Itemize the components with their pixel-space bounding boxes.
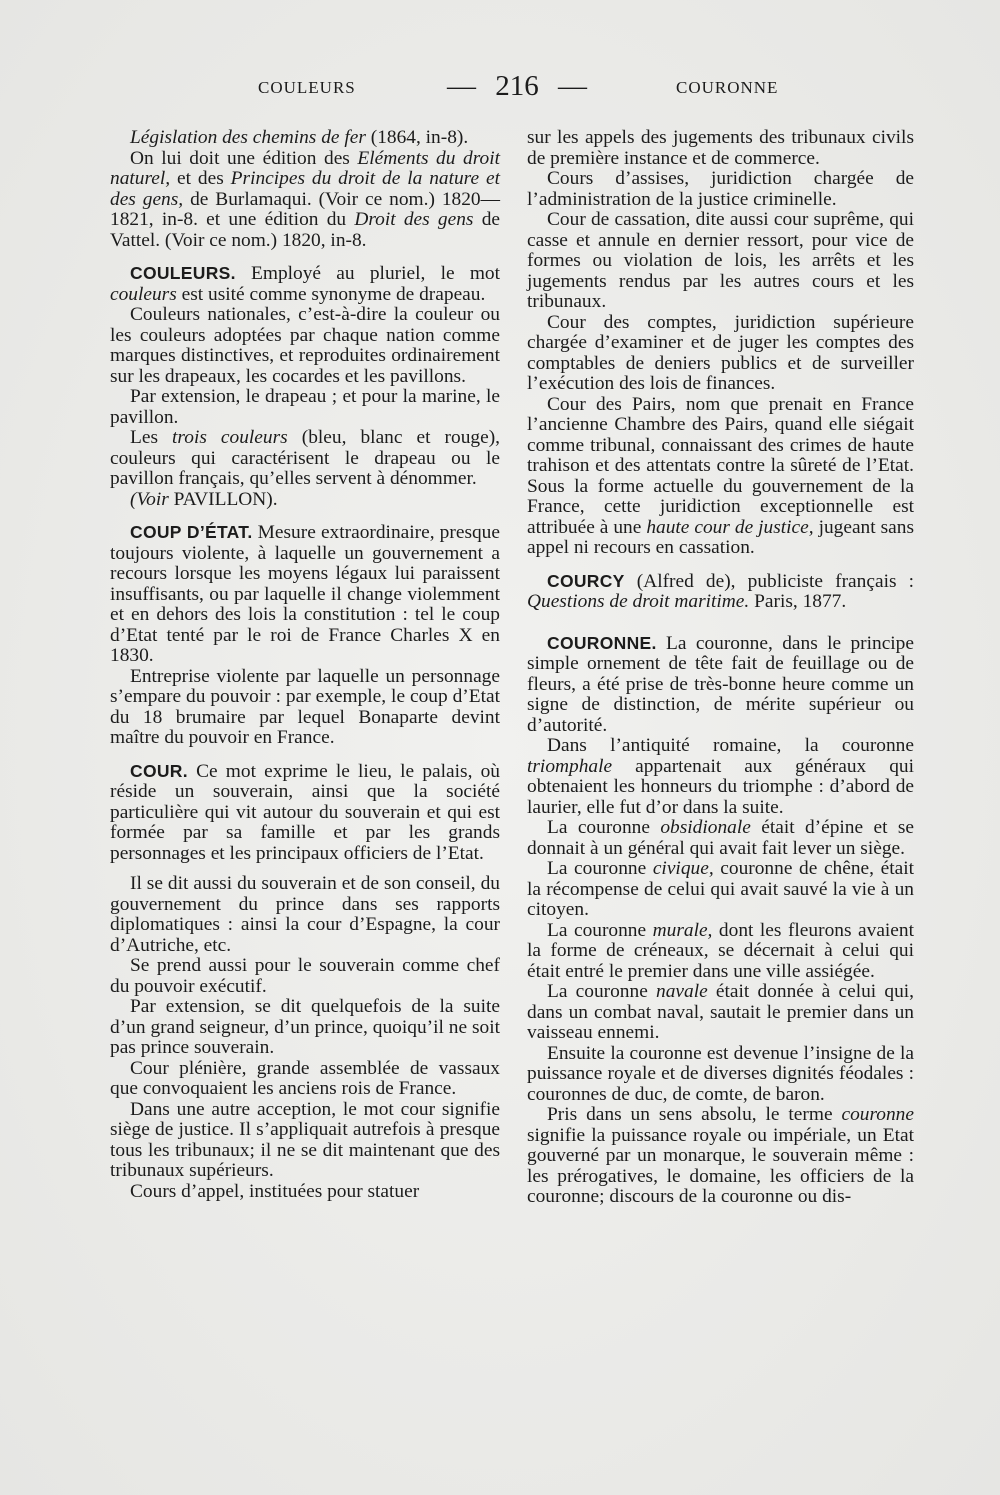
text-run: Entreprise violente par laquelle un personnage s’empare du pouvoir : par exemple, le coup d’Etat du 18 brumaire par lequel Bonaparte devint maître du pouvoir en France. — [110, 665, 500, 748]
text-run: Dans une autre acception, le mot cour signifie siège de justice. Il s’appliquait autrefois à presque tous les tribunaux; il ne se dit maintenant que des tribunaux supérieurs. — [110, 1098, 500, 1181]
text-run: On lui doit une édition des — [130, 147, 358, 169]
italic-text: haute cour de justice, — [646, 516, 814, 538]
text-run: était donnée à celui qui, dans un combat naval, sautait le premier dans un vaisseau ennemi. — [527, 981, 915, 1043]
italic-text: obsidionale — [660, 817, 751, 838]
paragraph — [110, 997, 500, 1059]
text-run: et des — [170, 168, 231, 189]
paragraph — [527, 128, 914, 169]
dictionary-entry — [110, 761, 500, 865]
text-run: (1864, in-8). — [365, 127, 469, 148]
header-right-word: COURONNE — [676, 78, 779, 97]
text-run: Ensuite la couronne est devenue l’insigne de la puissance royale et de diverses dignités féodales : couronnes de duc, de comte, de baron. — [527, 1042, 914, 1105]
text-run: PAVILLON). — [168, 488, 278, 510]
paragraph — [110, 490, 500, 511]
paragraph — [110, 128, 500, 149]
text-run: Dans l’antiquité romaine, la couronne — [547, 735, 914, 756]
paragraph — [527, 921, 914, 983]
paragraph — [110, 1182, 500, 1203]
italic-text: triomphale — [527, 755, 613, 777]
text-run: était d’épine et se donnait à un général qui avait fait lever un siège. — [527, 817, 914, 859]
italic-text: Eléments du droit naturel, — [110, 147, 501, 189]
text-run: dont les fleurons avaient la forme de créneaux, se décernait à celui qui était entré le premier dans une ville assiégée. — [527, 919, 914, 982]
text-run: Il se dit aussi du souverain et de son conseil, du gouvernement du prince dans ses rapports diplomatiques : ainsi la cour d’Espagne, la cour d’Autriche, etc. — [110, 873, 500, 956]
text-run: Se prend aussi pour le souverain comme chef du pouvoir exécutif. — [110, 955, 500, 997]
left-column — [110, 128, 500, 1202]
italic-text: Législation des chemins de fer — [130, 127, 366, 148]
text-run: jugeant sans appel ni recours en cassation. — [527, 516, 914, 558]
entry-headword: COULEURS. — [130, 263, 236, 283]
text-run: (Alfred de), publiciste français : — [624, 570, 914, 592]
text-run: Mesure extraordinaire, presque toujours violente, à laquelle un gouvernement a recours lorsque les moyens légaux lui paraissent insuffisants, ou par laquelle il change violemment et en dehors des lois la constitution : tel le coup d’Etat tenté par le roi de France Charles X en 1830. — [110, 522, 500, 666]
text-run: de Burlamaqui. (Voir ce nom.) 1820—1821, in-8. et une édition du — [110, 188, 500, 230]
right-column — [527, 128, 914, 1208]
text-run: La couronne — [547, 858, 653, 879]
text-run: La couronne — [547, 919, 653, 941]
paragraph — [110, 428, 500, 490]
text-run: de Vattel. (Voir ce nom.) 1820, in-8. — [110, 209, 500, 251]
dictionary-entry — [110, 522, 500, 667]
header-left-word: COULEURS — [258, 78, 356, 97]
italic-text: navale — [656, 981, 708, 1002]
text-run: Cours d’appel, instituées pour statuer — [130, 1180, 420, 1202]
page-number: — 216 — — [447, 70, 587, 102]
italic-text: couleurs — [110, 283, 177, 305]
text-run: couronne de chêne, était la récompense de celui qui avait sauvé la vie à un citoyen. — [527, 858, 914, 920]
text-run: La couronne, dans le principe simple ornement de tête fait de feuillage ou de fleurs, a été prise de très-bonne heure comme un signe de distinction, de mérite supérieur ou d’autorité. — [527, 632, 914, 736]
text-run: est usité comme synonyme de drapeau. — [176, 283, 486, 305]
paragraph — [527, 313, 914, 395]
italic-text: (Voir — [130, 488, 169, 510]
text-run: Cour des comptes, juridiction supérieure chargée d’examiner et de juger les comptes des comptables de deniers publics et de surveiller l’exécution des lois de finances. — [527, 311, 914, 394]
dictionary-entry — [110, 263, 500, 305]
running-header — [0, 72, 1000, 106]
paragraph — [527, 818, 914, 859]
text-run: Couleurs nationales, c’est-à-dire la couleur ou les couleurs adoptées par chaque nation comme marques distinctives, et reproduites ordinairement sur les drapeaux, les cocardes et les pavillons. — [110, 304, 500, 387]
text-run: La couronne — [547, 981, 657, 1002]
entry-headword: COUR. — [130, 760, 188, 781]
paragraph — [110, 305, 500, 387]
italic-text: Principes du droit de la nature et des gens, — [110, 168, 500, 210]
text-run: (bleu, blanc et rouge), couleurs qui caractérisent le drapeau ou le pavillon français, qu’elles servent à dénommer. — [110, 427, 500, 489]
text-run: Par extension, se dit quelquefois de la suite d’un grand seigneur, d’un prince, quoiqu’il ne soit pas prince souverain. — [110, 996, 500, 1058]
text-run: Employé au pluriel, le mot — [235, 263, 500, 284]
text-run: Les — [130, 427, 173, 448]
paragraph — [110, 874, 500, 956]
text-run: Pris dans un sens absolu, le terme — [547, 1104, 842, 1125]
italic-text: couronne — [841, 1104, 914, 1125]
text-run: sur les appels des jugements des tribunaux civils de première instance et de commerce. — [527, 127, 914, 169]
paragraph — [527, 210, 914, 313]
text-run: Cours d’assises, juridiction chargée de l’administration de la justice criminelle. — [527, 168, 914, 210]
paragraph — [527, 859, 914, 921]
italic-text: civique, — [652, 858, 714, 879]
paragraph — [527, 736, 914, 818]
text-run: Cour de cassation, dite aussi cour suprême, qui casse et annule en dernier ressort, pour vice de formes ou violation de lois, les arrêts et les jugements rendus par les autres cours et les tribunaux. — [527, 209, 914, 312]
text-run: Cour plénière, grande assemblée de vassaux que convoquaient les anciens rois de France. — [110, 1057, 500, 1099]
text-run: appartenait aux généraux qui obtenaient les honneurs du triomphe : d’abord de laurier, elle fut d’or dans la suite. — [527, 755, 914, 818]
text-run: Cour des Pairs, nom que prenait en France l’ancienne Chambre des Pairs, quand elle siégait comme tribunal, connaissant des crimes de haute trahison et des attentats contre la sûreté de l’Etat. Sous la forme actuelle du gouvernement de la France, cette juridiction exceptionnelle est attribuée à une — [527, 393, 914, 538]
dictionary-entry — [527, 571, 914, 613]
paragraph — [110, 1100, 500, 1182]
entry-headword: COURCY — [547, 570, 625, 591]
dictionary-entry — [527, 633, 914, 737]
italic-text: Questions de droit maritime. — [527, 591, 750, 612]
paragraph — [527, 1044, 914, 1106]
italic-text: trois couleurs — [172, 427, 288, 448]
paragraph — [110, 667, 500, 749]
paragraph — [527, 1105, 914, 1208]
text-run: La couronne — [547, 817, 661, 838]
text-run: Par extension, le drapeau ; et pour la marine, le pavillon. — [110, 386, 500, 428]
text-run: Ce mot exprime le lieu, le palais, où réside un souverain, ainsi que la société particulière qui vit autour du souverain et qui est formée par sa famille et par les grands personnages et les principaux officiers de l’Etat. — [110, 760, 500, 864]
italic-text: Droit des gens — [354, 209, 474, 230]
text-run: signifie la puissance royale ou impériale, un Etat gouverné par un monarque, le souverain même : les prérogatives, le domaine, les officiers de la couronne; discours de la couronne ou dis- — [527, 1124, 914, 1207]
paragraph — [527, 982, 914, 1044]
entry-headword: COUP D’ÉTAT. — [130, 522, 253, 542]
paragraph — [527, 169, 914, 210]
paragraph — [110, 387, 500, 428]
entry-headword: COURONNE. — [547, 632, 657, 653]
paragraph — [110, 956, 500, 997]
paragraph — [110, 149, 500, 252]
paragraph — [110, 1059, 500, 1100]
paragraph — [527, 395, 914, 559]
italic-text: murale, — [652, 919, 713, 941]
text-run: Paris, 1877. — [749, 591, 847, 612]
